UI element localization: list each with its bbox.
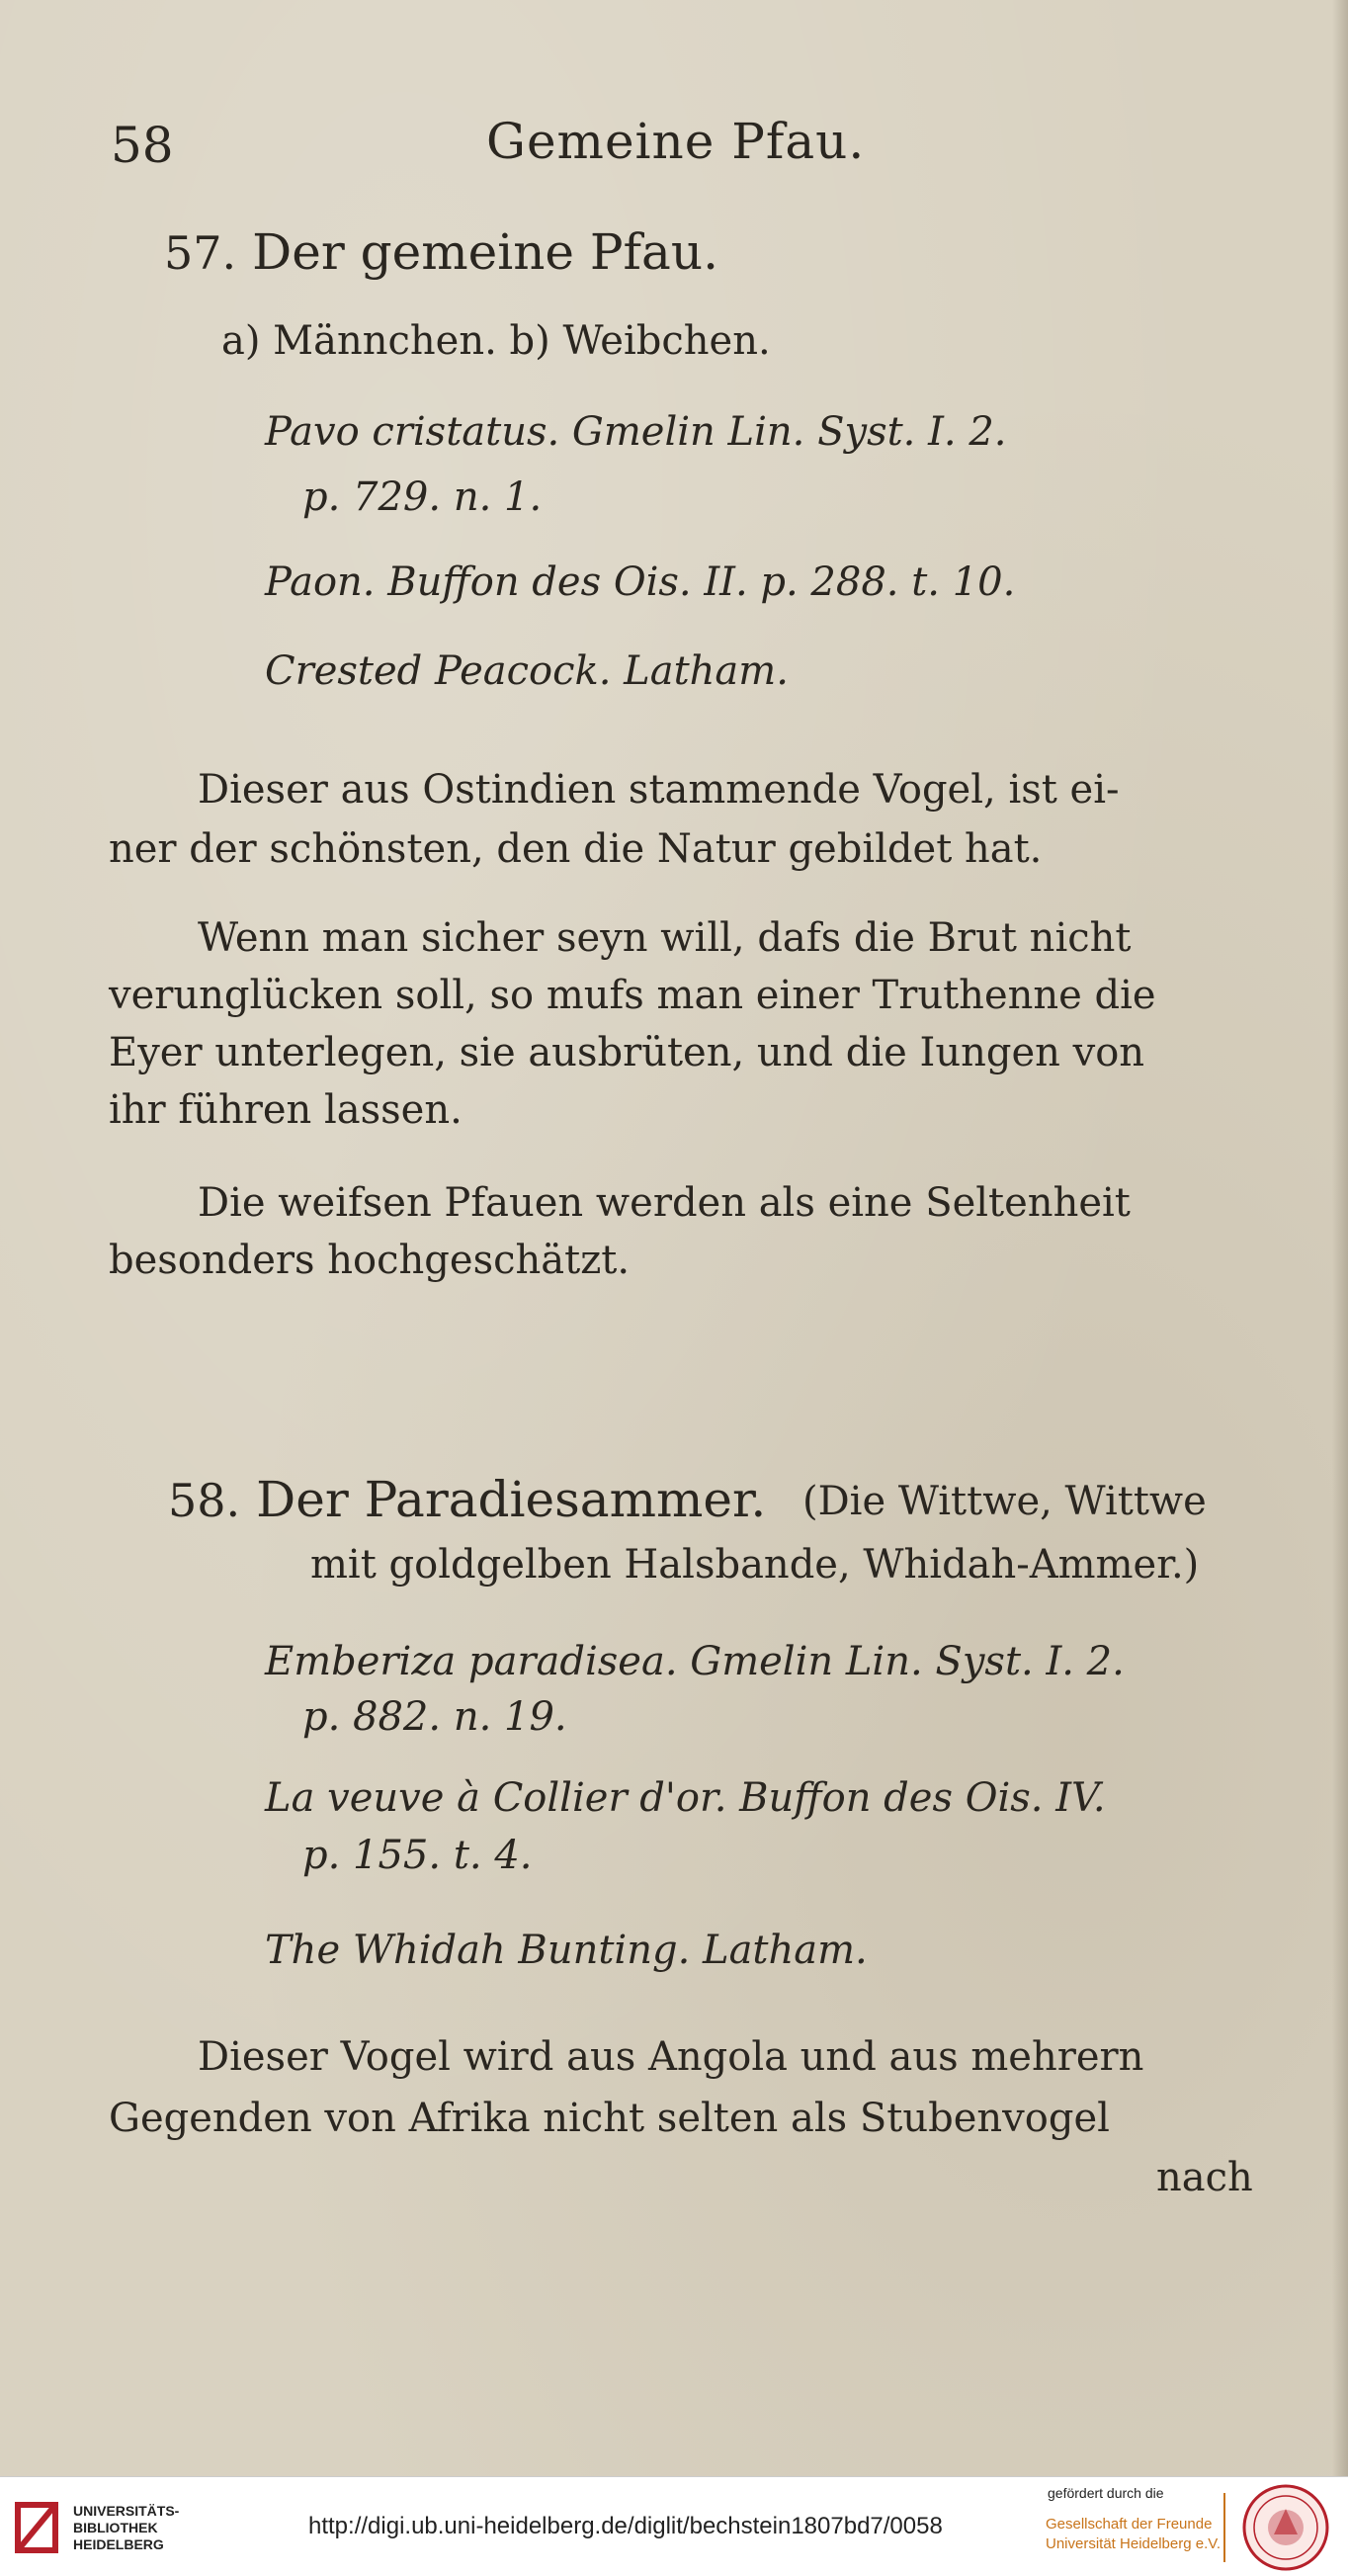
reference-line: p. 155. t. 4. [302, 1833, 533, 1878]
reference-line: p. 882. n. 19. [302, 1694, 567, 1740]
paragraph-line: Eyer unterlegen, sie ausbrüten, und die Iungen von [109, 1030, 1145, 1075]
catchword: nach [1156, 2155, 1253, 2200]
funded-by-label: gefördert durch die [1048, 2485, 1164, 2501]
paragraph-line: besonders hochgeschätzt. [109, 1238, 631, 1283]
section-58-title-suffix: (Die Wittwe, Wittwe [802, 1479, 1207, 1524]
paragraph-line: Gegenden von Afrika nicht selten als Stubenvogel [109, 2096, 1110, 2141]
section-57-heading [164, 223, 718, 281]
permalink-url[interactable]: http://digi.ub.uni-heidelberg.de/diglit/bechstein1807bd7/0058 [308, 2513, 943, 2539]
reference-line: p. 729. n. 1. [302, 474, 543, 520]
paragraph-line: Dieser Vogel wird aus Angola und aus mehrern [198, 2034, 1144, 2080]
reference-line: La veuve à Collier d'or. Buffon des Ois. IV. [265, 1775, 1106, 1821]
reference-line: The Whidah Bunting. Latham. [265, 1928, 868, 1973]
library-logo-icon [14, 2499, 65, 2554]
footer-divider [1223, 2493, 1225, 2562]
section-58-title-line2: mit goldgelben Halsbande, Whidah-Ammer.) [310, 1542, 1200, 1588]
section-number: 57. [164, 226, 237, 280]
section-58-heading [168, 1471, 766, 1528]
digitization-footer [0, 2476, 1348, 2576]
paragraph-line: verunglücken soll, so mufs man einer Truthenne die [109, 973, 1156, 1018]
paragraph-line: Dieser aus Ostindien stammende Vogel, ist ei- [198, 767, 1120, 813]
library-name: UNIVERSITÄTS- BIBLIOTHEK HEIDELBERG [73, 2503, 180, 2552]
reference-line: Paon. Buffon des Ois. II. p. 288. t. 10. [265, 559, 1016, 605]
paragraph-line: ihr führen lassen. [109, 1087, 463, 1133]
reference-line: Pavo cristatus. Gmelin Lin. Syst. I. 2. [265, 409, 1007, 455]
section-title: Der Paradiesammer. [256, 1471, 767, 1528]
page-number: 58 [111, 117, 174, 174]
paragraph-line: ner der schönsten, den die Natur gebildet hat. [109, 826, 1043, 872]
section-57-subtitle: a) Männchen. b) Weibchen. [221, 318, 771, 364]
university-seal-icon [1241, 2483, 1330, 2572]
section-title: Der gemeine Pfau. [252, 223, 718, 281]
section-number: 58. [168, 1474, 241, 1527]
paragraph-line: Die weifsen Pfauen werden als eine Seltenheit [198, 1180, 1131, 1226]
reference-line: Crested Peacock. Latham. [265, 648, 789, 694]
society-name: Gesellschaft der Freunde Universität Heidelberg e.V. [1046, 2516, 1222, 2552]
paragraph-line: Wenn man sicher seyn will, dafs die Brut nicht [198, 915, 1132, 961]
reference-line: Emberiza paradisea. Gmelin Lin. Syst. I. 2. [265, 1639, 1125, 1684]
page-edge-shadow [1332, 0, 1348, 2476]
running-title: Gemeine Pfau. [486, 113, 866, 170]
